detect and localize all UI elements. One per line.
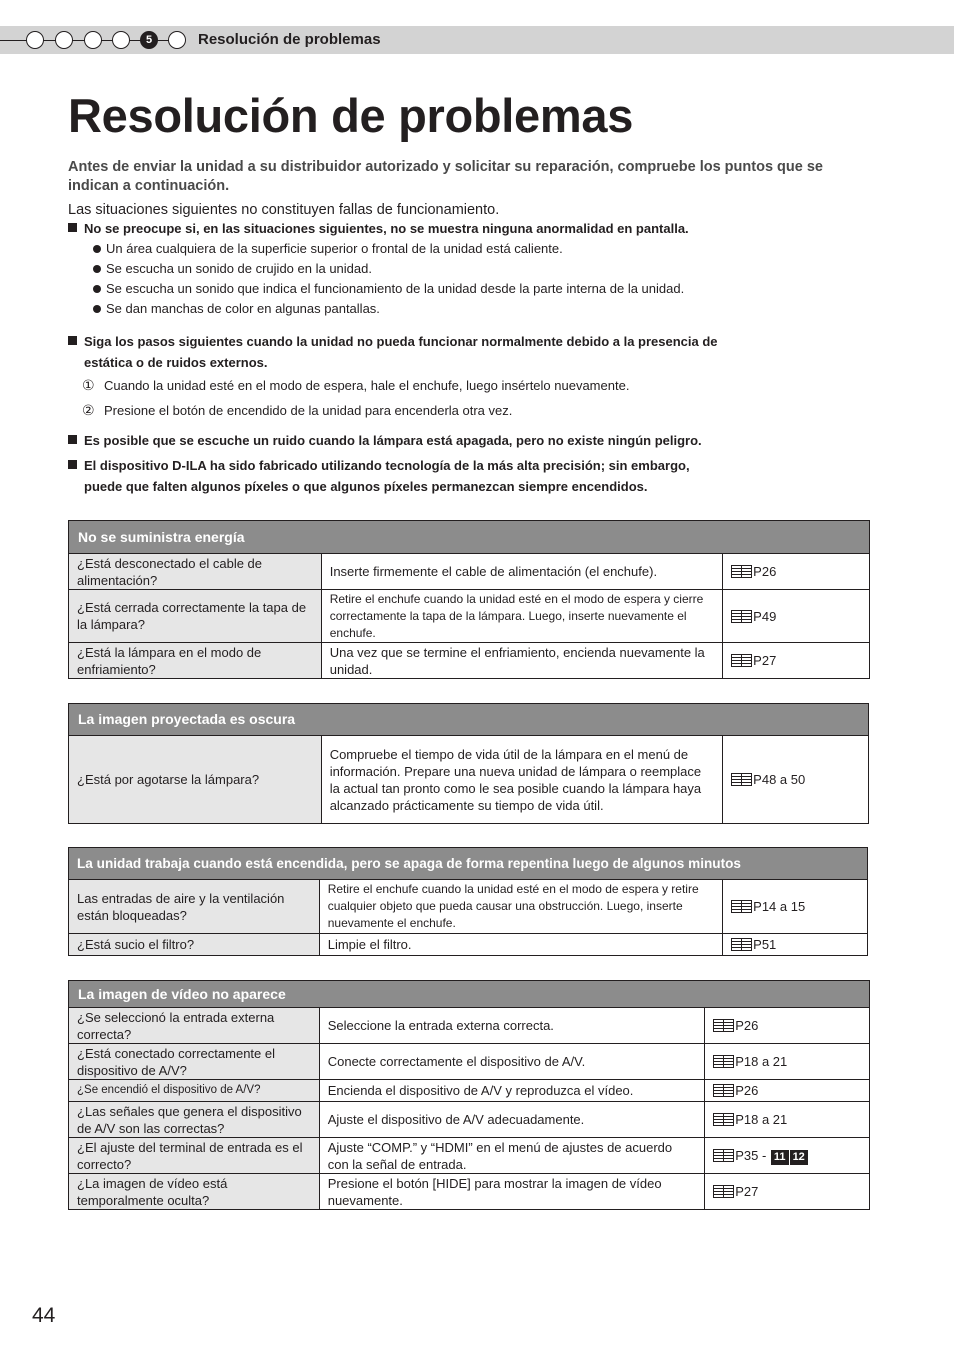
page-reference: P18 a 21 [735,1112,788,1127]
question-cell: ¿Está por agotarse la lámpara? [69,736,322,824]
table-row [69,1080,870,1102]
table-row [69,736,869,824]
list-item-text: Se dan manchas de color en algunas pantallas. [106,301,380,316]
answer-cell: Retire el enchufe cuando la unidad esté en el modo de espera y retire cualquier objeto que pueda causar una obstrucción. Luego, inserte nuevamente el enchufe. [319,880,722,934]
table-title: La unidad trabaja cuando está encendida, pero se apaga de forma repentina luego de algunos minutos [69,848,868,880]
table-row [69,1174,870,1210]
section-circle-5-active: 5 [140,31,158,49]
note-head-text: Siga los pasos siguientes cuando la unidad no pueda funcionar normalmente debido a la presencia de [84,334,718,349]
book-icon [731,565,751,577]
book-icon [731,654,751,666]
page-reference: P26 [735,1083,759,1098]
reference-cell [723,880,868,934]
list-item-text: Se escucha un sonido de crujido en la unidad. [106,261,372,276]
book-icon [731,773,751,785]
reference-cell [705,1174,870,1210]
reference-cell [723,934,868,956]
book-icon [731,938,751,950]
page-reference: P35 - [735,1147,767,1163]
page-title: Resolución de problemas [68,89,634,142]
answer-cell: Retire el enchufe cuando la unidad esté en el modo de espera y cierre correctamente la tapa de la lámpara. Luego, inserte nuevamente el enchufe. [321,590,722,643]
section-circle-3 [84,31,102,49]
question-cell: ¿Las señales que genera el dispositivo de A/V son las correctas? [69,1102,320,1138]
answer-cell: Limpie el filtro. [319,934,722,956]
table-title: No se suministra energía [69,521,870,554]
answer-cell: Compruebe el tiempo de vida útil de la lámpara en el menú de información. Prepare una nueva unidad de lámpara o reemplace la actual tan pronto como le sea posible cuando la lámpara haya alcanzado prácticamente su tiempo de vida útil. [321,736,722,824]
table-row [69,590,870,643]
table-title: La imagen de vídeo no aparece [69,981,870,1008]
page-number: 44 [32,1304,56,1327]
section-circle-2 [55,31,73,49]
question-cell: ¿Está la lámpara en el modo de enfriamiento? [69,643,322,679]
book-icon [713,1185,733,1197]
book-icon [713,1149,733,1161]
page-badge: 12 [790,1150,808,1165]
question-cell: ¿La imagen de vídeo está temporalmente oculta? [69,1174,320,1210]
table-dark-image [68,703,869,824]
step-item [68,373,868,398]
table-row [69,643,870,679]
step-item [68,398,868,423]
reference-cell [705,1138,870,1174]
page-reference: P27 [753,653,777,668]
table-row [69,554,870,590]
reference-cell [705,1008,870,1044]
list-item [68,259,868,279]
note-noise [68,430,868,451]
book-icon [713,1113,733,1125]
answer-cell: Presione el botón [HIDE] para mostrar la imagen de vídeo nuevamente. [319,1174,705,1210]
note-dila [68,455,868,497]
bullet-dot-icon [93,245,101,253]
note-head-text: puede que falten algunos píxeles o que algunos píxeles permanezcan siempre encendidos. [84,479,648,494]
note-head-text: El dispositivo D-ILA ha sido fabricado utilizando tecnología de la más alta precisión; sin embargo, [84,458,690,473]
note-head [68,218,868,239]
page-reference: P14 a 15 [753,899,806,914]
section-circle-4 [112,31,130,49]
book-icon [731,610,751,622]
question-cell: Las entradas de aire y la ventilación están bloqueadas? [69,880,320,934]
book-icon [713,1055,733,1067]
question-cell: ¿Está sucio el filtro? [69,934,320,956]
list-item [68,279,868,299]
book-icon [713,1084,733,1096]
answer-cell: Seleccione la entrada externa correcta. [319,1008,705,1044]
square-bullet-icon [68,336,77,345]
answer-cell: Conecte correctamente el dispositivo de A/V. [319,1044,705,1080]
step-text: Presione el botón de encendido de la unidad para encenderla otra vez. [104,403,513,418]
list-item-text: Un área cualquiera de la superficie superior o frontal de la unidad está caliente. [106,241,563,256]
reference-cell [705,1080,870,1102]
page-reference: P51 [753,937,777,952]
table-shuts-off [68,847,868,956]
note-head-text: estática o de ruidos externos. [84,355,268,370]
header-title: Resolución de problemas [198,31,381,48]
question-cell: ¿El ajuste del terminal de entrada es el correcto? [69,1138,320,1174]
intro-bold-text: Antes de enviar la unidad a su distribuidor autorizado y solicitar su reparación, compruebe los puntos que se indican a continuación. [68,159,823,194]
table-row [69,880,868,934]
bullet-dot-icon [93,265,101,273]
reference-cell [705,1102,870,1138]
reference-cell [723,554,870,590]
page-reference: P49 [753,608,777,624]
list-item [68,299,868,319]
table-row [69,934,868,956]
step-number: ② [82,402,95,418]
list-item-text: Se escucha un sonido que indica el funcionamiento de la unidad desde la parte interna de la unidad. [106,281,685,296]
section-circle-1 [26,31,44,49]
page-badge: 11 [771,1150,789,1165]
page-reference: P18 a 21 [735,1054,788,1069]
book-icon [713,1019,733,1031]
answer-cell: Una vez que se termine el enfriamiento, encienda nuevamente la unidad. [321,643,722,679]
table-no-video [68,980,870,1210]
note-no-worry [68,218,868,319]
step-number: ① [82,377,95,393]
square-bullet-icon [68,223,77,232]
question-cell: ¿Está cerrada correctamente la tapa de la lámpara? [69,590,322,643]
page-reference: P27 [735,1184,759,1199]
square-bullet-icon [68,460,77,469]
intro-plain-text: Las situaciones siguientes no constituyen fallas de funcionamiento. [68,202,500,218]
table-title: La imagen proyectada es oscura [69,704,869,736]
question-cell: ¿Está conectado correctamente el dispositivo de A/V? [69,1044,320,1080]
question-cell: ¿Está desconectado el cable de alimentación? [69,554,322,590]
page-reference: P26 [735,1018,759,1033]
note-head [68,331,868,373]
reference-cell [723,643,870,679]
bullet-dot-icon [93,305,101,313]
table-row [69,1044,870,1080]
note-head-text: Es posible que se escuche un ruido cuando la lámpara está apagada, pero no existe ningún peligro. [84,433,702,448]
book-icon [731,900,751,912]
bullet-dot-icon [93,285,101,293]
note-head [68,430,868,451]
table-row [69,1102,870,1138]
answer-cell: Ajuste el dispositivo de A/V adecuadamente. [319,1102,705,1138]
answer-cell: Inserte firmemente el cable de alimentación (el enchufe). [321,554,722,590]
note-head [68,455,868,497]
page-reference: P26 [753,564,777,579]
question-cell: ¿Se seleccionó la entrada externa correcta? [69,1008,320,1044]
section-circle-6 [168,31,186,49]
square-bullet-icon [68,435,77,444]
step-text: Cuando la unidad esté en el modo de espera, hale el enchufe, luego insértelo nuevamente. [104,378,630,393]
reference-cell [723,736,869,824]
question-cell: ¿Se encendió el dispositivo de A/V? [69,1080,320,1102]
answer-cell: Encienda el dispositivo de A/V y reproduzca el vídeo. [319,1080,705,1102]
note-static [68,331,868,423]
answer-cell: Ajuste “COMP.” y “HDMI” en el menú de ajustes de acuerdo con la señal de entrada. [319,1138,705,1174]
table-row [69,1138,870,1174]
table-row [69,1008,870,1044]
table-no-power [68,520,870,679]
list-item [68,239,868,259]
reference-cell [705,1044,870,1080]
note-head-text: No se preocupe si, en las situaciones siguientes, no se muestra ninguna anormalidad en pantalla. [84,221,689,236]
reference-cell [723,590,870,643]
page-reference: P48 a 50 [753,772,806,787]
